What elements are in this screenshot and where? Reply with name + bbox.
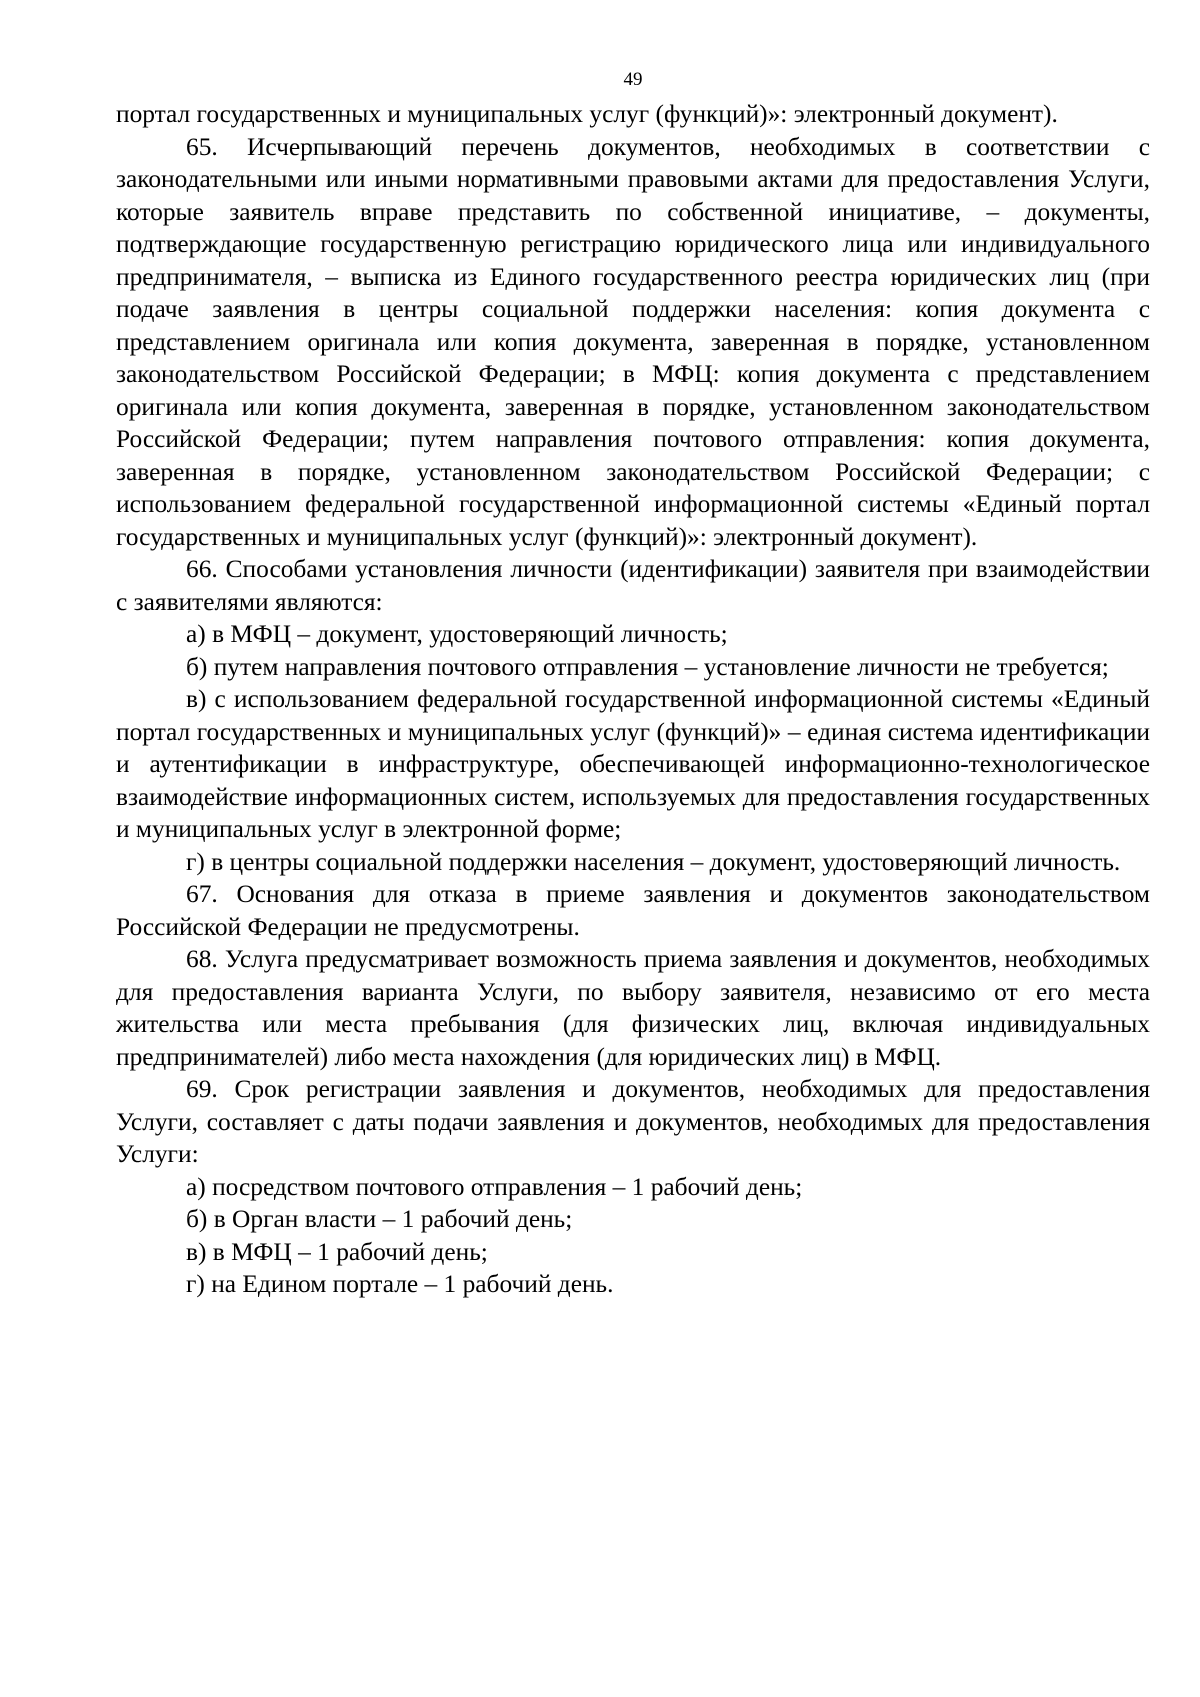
- document-page: [116, 68, 1150, 1301]
- paragraph-69-a: а) посредством почтового отправления – 1 рабочий день;: [186, 1172, 803, 1201]
- paragraph-69-g: г) на Едином портале – 1 рабочий день.: [186, 1270, 614, 1298]
- paragraph-67: 67. Основания для отказа в приеме заявления и документов законодательством Российской Федерации не предусмотрены.: [116, 880, 1150, 941]
- paragraph-69-v: в) в МФЦ – 1 рабочий день;: [186, 1237, 488, 1266]
- paragraph-68: 68. Услуга предусматривает возможность приема заявления и документов, необходимых для предоставления варианта Услуги, по выбору заявителя, независимо от его места жительства или места пребывания (для физических лиц, включая индивидуальных предпринимателей) либо места нахождения (для юридических лиц) в МФЦ.: [116, 945, 1150, 1071]
- paragraph-66-b: б) путем направления почтового отправления – установление личности не требуется;: [186, 652, 1109, 681]
- paragraph-69: 69. Срок регистрации заявления и документов, необходимых для предоставления Услуги, составляет с даты подачи заявления и документов, необходимых для предоставления Услуги:: [116, 1075, 1150, 1168]
- paragraph-continuation: портал государственных и муниципальных услуг (функций)»: электронный документ).: [116, 100, 1058, 128]
- page-number: 49: [623, 69, 643, 90]
- paragraph-69-b: б) в Орган власти – 1 рабочий день;: [186, 1205, 573, 1233]
- paragraph-66-v: в) с использованием федеральной государственной информационной системы «Единый портал государственных и муниципальных услуг (функций)» – единая система идентификации и аутентификации в инфраструктуре, обеспечивающей информационно-технологическое взаимодействие информационных систем, используемых для предоставления государственных и муниципальных услуг в электронной форме;: [116, 685, 1150, 843]
- paragraph-66-a: а) в МФЦ – документ, удостоверяющий личность;: [186, 620, 728, 648]
- paragraph-66-g: г) в центры социальной поддержки населения – документ, удостоверяющий личность.: [186, 847, 1121, 876]
- paragraph-66: 66. Способами установления личности (идентификации) заявителя при взаимодействии с заявителями являются:: [116, 555, 1150, 616]
- paragraph-65: 65. Исчерпывающий перечень документов, необходимых в соответствии с законодательными или иными нормативными правовыми актами для предоставления Услуги, которые заявитель вправе представить по собственной инициативе, – документы, подтверждающие государственную регистрацию юридического лица или индивидуального предпринимателя, – выписка из Единого государственного реестра юридических лиц (при подаче заявления в центры социальной поддержки населения: копия документа с представлением оригинала или копия документа, заверенная в порядке, установленном законодательством Российской Федерации; в МФЦ: копия документа с представлением оригинала или копия документа, заверенная в порядке, установленном законодательством Российской Федерации; путем направления почтового отправления: копия документа, заверенная в порядке, установленном законодательством Российской Федерации; с использованием федеральной государственной информационной системы «Единый портал государственных и муниципальных услуг (функций)»: электронный документ).: [116, 132, 1150, 551]
